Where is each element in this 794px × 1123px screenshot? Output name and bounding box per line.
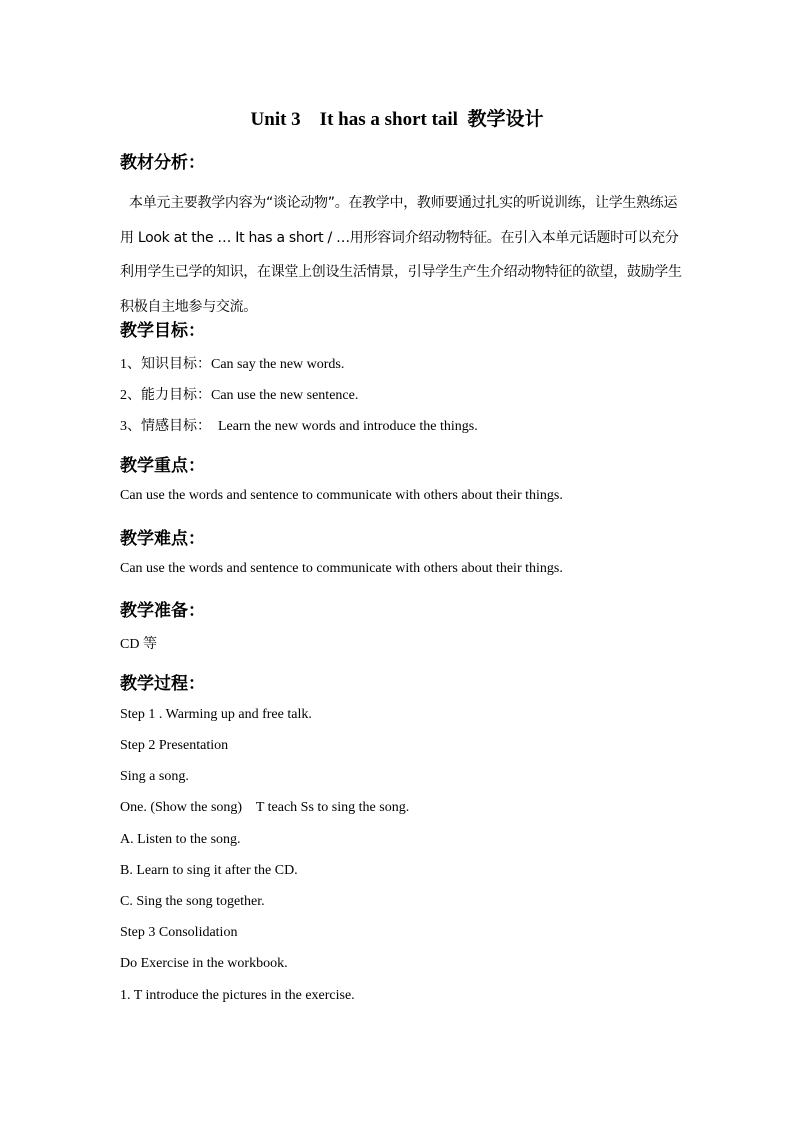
heading-process: 教学过程：	[120, 674, 205, 694]
heading-preparation: 教学准备：	[120, 601, 205, 621]
process-line: 1. T introduce the pictures in the exercise.	[120, 988, 355, 1003]
document-title: Unit 3 It has a short tail 教学设计	[250, 109, 544, 130]
goal-item-3: 3、情感目标： Learn the new words and introduce the things.	[120, 419, 478, 434]
process-line: Do Exercise in the workbook.	[120, 956, 288, 971]
heading-key-points: 教学重点：	[120, 456, 205, 476]
process-line: Step 3 Consolidation	[120, 925, 238, 940]
goal-item-2: 2、能力目标：Can use the new sentence.	[120, 388, 359, 403]
process-line: B. Learn to sing it after the CD.	[120, 863, 298, 878]
goal-item-1: 1、知识目标：Can say the new words.	[120, 357, 345, 372]
heading-difficulties: 教学难点：	[120, 529, 205, 549]
analysis-paragraph: 本单元主要教学内容为“谈论动物”。在教学中，教师要通过扎实的听说训练，让学生熟练运用 Look at the … It has a short / …用形容词介绍动物特征。在引入本单元话题时可以充分利用学生已学的知识，在课堂上创设生活情景，引导学生产生介绍动物特征的欲望，鼓励学生积极自主地参与交流。	[120, 195, 682, 315]
process-line: One. (Show the song) T teach Ss to sing the song.	[120, 800, 410, 815]
process-line: Step 2 Presentation	[120, 738, 229, 753]
process-line: Sing a song.	[120, 769, 189, 784]
process-line: C. Sing the song together.	[120, 894, 265, 909]
difficulties-text: Can use the words and sentence to communicate with others about their things.	[120, 561, 563, 576]
process-line: Step 1 . Warming up and free talk.	[120, 707, 312, 722]
heading-analysis: 教材分析：	[120, 153, 205, 173]
preparation-text: CD 等	[120, 637, 157, 652]
heading-goals: 教学目标：	[120, 321, 205, 341]
process-line: A. Listen to the song.	[120, 832, 241, 847]
key-points-text: Can use the words and sentence to communicate with others about their things.	[120, 488, 563, 503]
